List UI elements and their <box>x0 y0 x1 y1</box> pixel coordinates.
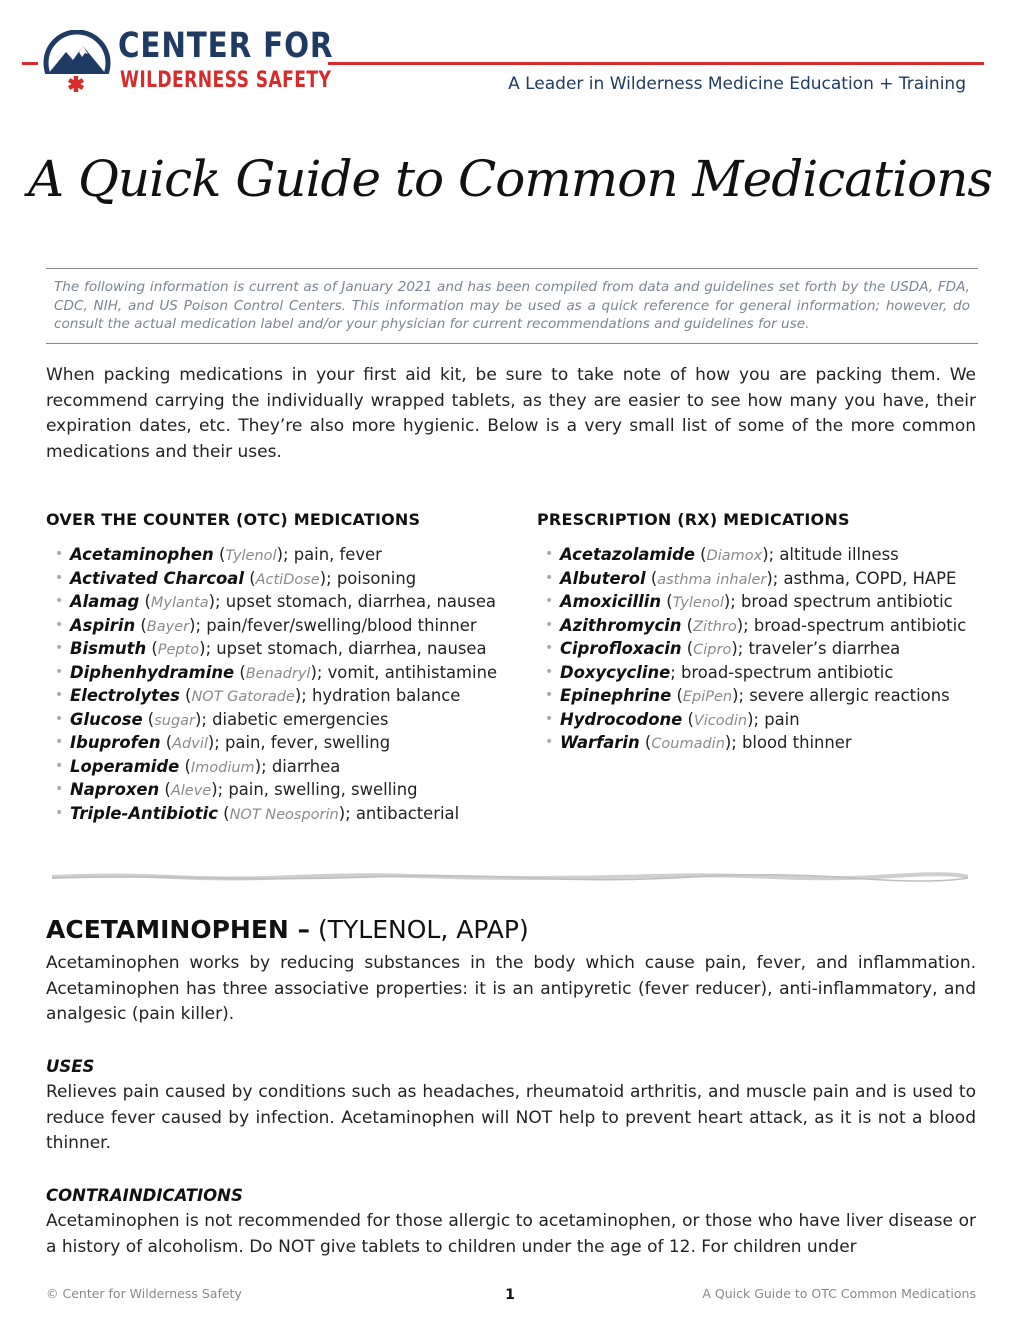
page-header <box>22 28 984 98</box>
medication-use: ); severe allergic reactions <box>732 686 950 705</box>
medication-brand: Bayer <box>146 618 190 635</box>
medication-item <box>46 802 497 826</box>
medication-item <box>46 684 497 708</box>
bullet-icon: • <box>55 710 64 727</box>
medication-item <box>46 755 497 779</box>
medication-name: Bismuth <box>70 639 147 658</box>
medication-use: ); pain, fever, swelling <box>207 733 391 752</box>
medication-use: ); upset stomach, diarrhea, nausea <box>208 592 496 611</box>
medication-brand: ActiDose <box>255 571 320 588</box>
medication-brand: Imodium <box>190 759 255 776</box>
brand-name-line1: CENTER FOR <box>118 26 334 66</box>
medication-name: Aspirin <box>70 615 136 635</box>
header-rule-right <box>328 62 984 65</box>
medication-use: ); blood thinner <box>724 733 852 752</box>
paren-open: ( <box>159 780 171 799</box>
section-title-rest: (TYLENOL, APAP) <box>310 915 529 944</box>
bullet-icon: • <box>55 663 64 680</box>
medication-brand: Pepto <box>157 642 200 658</box>
uses-text: Relieves pain caused by conditions such as headaches, rheumatoid arthritis, and muscle pain and is used to reduce fever caused by infection. Acetaminophen will NOT help to prevent heart attack, as it is not a blood thinner. <box>46 1082 976 1154</box>
bullet-icon: • <box>55 593 64 609</box>
medication-item <box>536 661 966 685</box>
rx-medication-list <box>536 543 966 755</box>
medication-use: ); poisoning <box>319 568 417 588</box>
medication-item <box>46 614 497 638</box>
medication-use: ); diabetic emergencies <box>195 709 389 729</box>
medication-item <box>536 614 966 638</box>
page-title: A Quick Guide to Common Medications <box>27 150 993 208</box>
medication-use: ); vomit, antihistamine <box>310 662 498 682</box>
medication-brand: Coumadin <box>651 736 725 752</box>
medication-name: Alamag <box>70 592 140 611</box>
paren-open: ( <box>645 568 658 588</box>
otc-medication-list <box>46 543 497 825</box>
paren-open: ( <box>661 592 673 611</box>
medication-item <box>536 543 966 567</box>
medication-use: ); pain <box>747 709 800 729</box>
medication-item <box>46 567 497 591</box>
mountain-star-of-life-icon <box>42 30 112 96</box>
bullet-icon: • <box>55 781 64 797</box>
paren-open: ( <box>682 709 694 729</box>
rx-heading: PRESCRIPTION (RX) MEDICATIONS <box>537 510 850 529</box>
medication-use: ); broad spectrum antibiotic <box>723 592 953 611</box>
medication-name: Diphenhydramine <box>70 662 235 682</box>
medication-item <box>536 708 966 732</box>
medication-brand: Mylanta <box>150 595 209 611</box>
bullet-icon: • <box>55 569 64 586</box>
paren-open: ( <box>234 662 246 682</box>
medication-brand: Cipro <box>693 642 732 658</box>
medication-brand: Benadryl <box>245 665 311 682</box>
medication-item <box>536 590 966 614</box>
medication-name: Activated Charcoal <box>70 568 244 588</box>
bullet-icon: • <box>545 569 554 586</box>
paren-open: ( <box>671 686 683 705</box>
paren-open: ( <box>694 545 707 564</box>
medication-use: ); asthma, COPD, HAPE <box>766 568 957 588</box>
medication-name: Albuterol <box>560 568 646 588</box>
paren-open: ( <box>179 756 191 776</box>
medication-name: Warfarin <box>560 733 640 752</box>
medication-brand: NOT Neosporin <box>229 806 339 823</box>
medication-name: Glucose <box>70 709 143 729</box>
medication-name: Triple-Antibiotic <box>70 803 218 823</box>
bullet-icon: • <box>545 734 554 750</box>
bullet-icon: • <box>55 640 64 656</box>
medication-name: Epinephrine <box>560 686 672 705</box>
bullet-icon: • <box>545 663 554 680</box>
contraindications-heading: CONTRAINDICATIONS <box>46 1186 243 1205</box>
bullet-icon: • <box>55 616 64 633</box>
otc-heading: OVER THE COUNTER (OTC) MEDICATIONS <box>46 510 421 529</box>
section-title-bold: ACETAMINOPHEN – <box>46 915 311 944</box>
medication-use: ); pain, fever <box>276 545 382 564</box>
medication-brand: Vicodin <box>693 712 748 729</box>
header-rule-left <box>22 62 38 65</box>
bullet-icon: • <box>55 804 64 821</box>
bullet-icon: • <box>545 616 554 633</box>
medication-item <box>46 731 497 755</box>
medication-name: Azithromycin <box>560 615 682 635</box>
paren-open: ( <box>681 639 694 658</box>
medication-item <box>46 590 497 614</box>
medication-item <box>46 543 497 567</box>
medication-item <box>46 778 497 802</box>
medication-use: ); altitude illness <box>762 545 899 564</box>
brand-name-line2: WILDERNESS SAFETY <box>120 68 332 93</box>
medication-use: ); diarrhea <box>254 756 341 776</box>
paren-open: ( <box>160 733 173 752</box>
medication-name: Naproxen <box>70 780 160 799</box>
medication-use: ); hydration balance <box>294 686 461 705</box>
intro-paragraph: When packing medications in your first aid kit, be sure to take note of how you are packing them. We recommend carrying the individually wrapped tablets, as they are easier to see how many you have, their expiration dates, etc. They’re also more hygienic. Below is a very small list of some of the more common medications and their uses. <box>46 365 976 463</box>
paren-open: ( <box>179 686 192 705</box>
footer-doc-title: A Quick Guide to OTC Common Medications <box>702 1286 976 1301</box>
medication-brand: Diamox <box>706 548 763 564</box>
medication-brand: asthma inhaler <box>657 571 767 588</box>
medication-name: Acetazolamide <box>560 545 695 564</box>
medication-item <box>46 637 497 661</box>
paren-open: ( <box>139 592 151 611</box>
section-intro: Acetaminophen works by reducing substances in the body which cause pain, fever, and inflammation. Acetaminophen has three associative properties: it is an antipyretic (fever reducer), anti-inflammatory, and analgesic (pain killer). <box>46 953 976 1025</box>
paren-open: ( <box>243 568 256 588</box>
paren-open: ( <box>639 733 652 752</box>
paren-open: ( <box>213 545 226 564</box>
medication-name: Ciprofloxacin <box>560 639 682 658</box>
bullet-icon: • <box>545 546 554 562</box>
medication-brand: Tylenol <box>672 595 724 611</box>
medication-name: Hydrocodone <box>560 709 683 729</box>
bullet-icon: • <box>545 710 554 727</box>
medication-item <box>46 661 497 685</box>
section-divider <box>52 872 968 882</box>
uses-heading: USES <box>46 1057 95 1076</box>
footer-page-number: 1 <box>505 1287 515 1303</box>
medication-use: ); antibacterial <box>338 803 460 823</box>
medication-brand: Aleve <box>170 783 212 799</box>
medication-name: Acetaminophen <box>70 545 214 564</box>
medication-use: ); broad-spectrum antibiotic <box>736 615 967 635</box>
medication-name: Ibuprofen <box>70 733 161 752</box>
disclaimer-notice: The following information is current as of January 2021 and has been compiled from data and guidelines set forth by the USDA, FDA, CDC, NIH, and US Poison Control Centers. This information may be used as a quick reference for general information; however, do consult the actual medication label and/or your physician for current recommendations and guidelines for use. <box>46 268 978 344</box>
medication-use: ); upset stomach, diarrhea, nausea <box>199 639 487 658</box>
contraindications-text: Acetaminophen is not recommended for those allergic to acetaminophen, or those who have liver disease or a history of alcoholism. Do NOT give tablets to children under the age of 12. For children under <box>46 1211 976 1257</box>
medication-item <box>46 708 497 732</box>
medication-name: Amoxicillin <box>560 592 662 611</box>
medication-brand: sugar <box>154 712 195 729</box>
medication-name: Loperamide <box>70 756 180 776</box>
medication-use: ); traveler’s diarrhea <box>731 639 901 658</box>
medication-name: Electrolytes <box>70 686 180 705</box>
bullet-icon: • <box>55 734 64 750</box>
paren-open: ( <box>146 639 158 658</box>
medication-brand: Tylenol <box>225 548 277 564</box>
paren-open: ( <box>135 615 147 635</box>
brand-tagline: A Leader in Wilderness Medicine Education + Training <box>508 74 966 94</box>
medication-use: ; broad-spectrum antibiotic <box>670 662 894 682</box>
medication-brand: Advil <box>172 736 208 752</box>
bullet-icon: • <box>545 593 554 609</box>
medication-item <box>536 684 966 708</box>
medication-brand: Zithro <box>693 618 737 635</box>
bullet-icon: • <box>545 640 554 656</box>
bullet-icon: • <box>55 546 64 562</box>
medication-item <box>536 731 966 755</box>
footer-copyright: © Center for Wilderness Safety <box>46 1286 242 1301</box>
bullet-icon: • <box>55 757 64 774</box>
paren-open: ( <box>681 615 694 635</box>
medication-name: Doxycycline <box>560 662 671 682</box>
paren-open: ( <box>142 709 155 729</box>
bullet-icon: • <box>545 687 554 703</box>
section-title <box>46 915 529 944</box>
medication-item <box>536 567 966 591</box>
medication-use: ); pain/fever/swelling/blood thinner <box>189 615 477 635</box>
medication-use: ); pain, swelling, swelling <box>211 780 418 799</box>
bullet-icon: • <box>55 687 64 703</box>
paren-open: ( <box>217 803 230 823</box>
medication-brand: NOT Gatorade <box>191 689 295 705</box>
medication-item <box>536 637 966 661</box>
medication-brand: EpiPen <box>682 689 733 705</box>
